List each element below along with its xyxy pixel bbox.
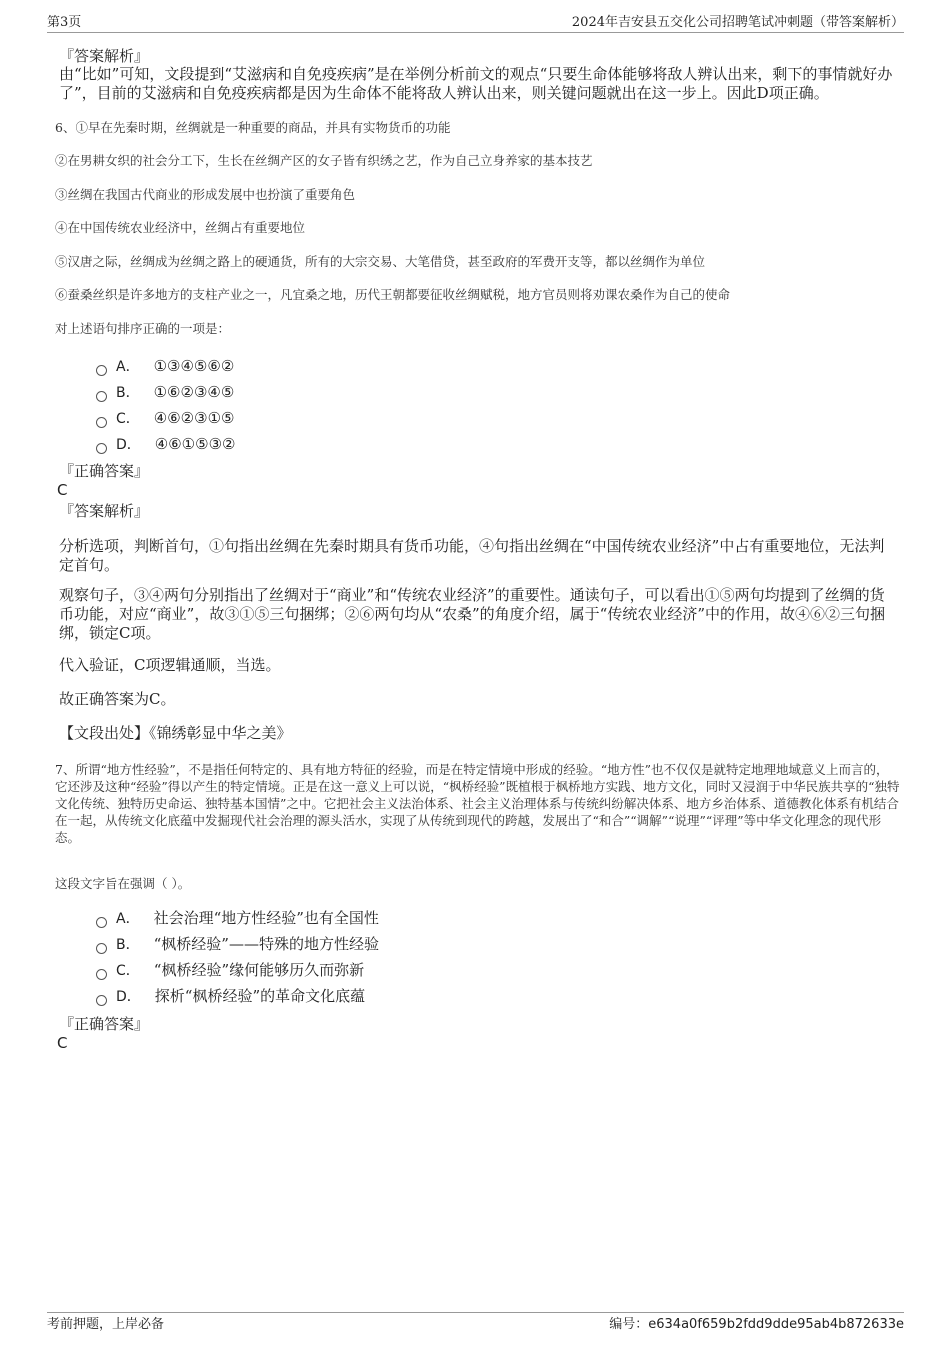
q6-statement-2: ②在男耕女织的社会分工下，生长在丝绸产区的女子皆有织绣之艺，作为自己立身养家的基本技艺 bbox=[55, 153, 593, 168]
page-footer bbox=[47, 1312, 904, 1335]
q7-option-a[interactable]: A． 社会治理“地方性经验”也有全国性 bbox=[96, 908, 379, 928]
q6-statement-6: ⑥蚕桑丝织是许多地方的支柱产业之一，凡宜桑之地，历代王朝都要征收丝绸赋税，地方官员则将劝课农桑作为自己的使命 bbox=[55, 287, 731, 302]
q6-option-a[interactable]: A． ①③④⑤⑥② bbox=[96, 356, 234, 376]
prev-analysis-text: 由“比如”可知，文段提到“艾滋病和自免疫疾病”是在举例分析前文的观点“只要生命体能够将敌人辨认出来，剩下的事情就好办了”，目前的艾滋病和自免疫疾病都是因为生命体不能将敌人辨认出来，则关键问题就出在这一步上。因此D项正确。 bbox=[59, 65, 893, 102]
q6-analysis-para-1: 分析选项，判断首句，①句指出丝绸在先秦时期具有货币功能，④句指出丝绸在“中国传统农业经济”中占有重要地位，无法判定首句。 bbox=[59, 537, 885, 574]
q6-analysis-label: 『答案解析』 bbox=[59, 502, 150, 520]
document-title: 2024年吉安县五交化公司招聘笔试冲刺题（带答案解析） bbox=[571, 15, 904, 30]
q6-option-d[interactable]: D． ④⑥①⑤③② bbox=[96, 434, 235, 454]
q6-option-c[interactable]: C． ④⑥②③①⑤ bbox=[96, 408, 234, 428]
radio-icon[interactable] bbox=[96, 417, 107, 428]
q6-analysis-para-3: 代入验证，C项逻辑通顺，当选。 bbox=[59, 656, 281, 674]
q6-option-b[interactable]: B． ①⑥②③④⑤ bbox=[96, 382, 234, 402]
page-number: 第3页 bbox=[47, 15, 82, 30]
q6-question: 对上述语句排序正确的一项是： bbox=[55, 321, 231, 336]
q7-answer-label: 『正确答案』 bbox=[59, 1015, 150, 1033]
q6-analysis-para-2: 观察句子，③④两句分别指出了丝绸对于“商业”和“传统农业经济”的重要性。通读句子，可以看出①⑤两句均提到了丝绸的货币功能，对应“商业”，故③①⑤三句捆绑；②⑥两句均从“农桑”的角度介绍，属于“传统农业经济”中的作用，故④⑥②三句捆绑，锁定C项。 bbox=[59, 586, 886, 642]
q7-question: 这段文字旨在强调（ ）。 bbox=[55, 876, 191, 891]
radio-icon[interactable] bbox=[96, 943, 107, 954]
prev-analysis-label: 『答案解析』 bbox=[59, 47, 150, 65]
footer-code-label: 编号： bbox=[609, 1317, 649, 1332]
footer-code bbox=[609, 1315, 904, 1335]
q6-statement-1: 6、①早在先秦时期，丝绸就是一种重要的商品，并具有实物货币的功能 bbox=[55, 120, 451, 135]
page-header bbox=[47, 14, 904, 33]
q6-statement-3: ③丝绸在我国古代商业的形成发展中也扮演了重要角色 bbox=[55, 187, 356, 202]
q7-option-c[interactable]: C． “枫桥经验”缘何能够历久而弥新 bbox=[96, 960, 364, 980]
q7-answer: C bbox=[57, 1034, 68, 1052]
radio-icon[interactable] bbox=[96, 969, 107, 980]
q7-option-d[interactable]: D． 探析“枫桥经验”的革命文化底蕴 bbox=[96, 986, 365, 1006]
radio-icon[interactable] bbox=[96, 917, 107, 928]
q6-analysis-para-4: 故正确答案为C。 bbox=[59, 690, 176, 708]
q7-passage: 7、所谓“地方性经验”，不是指任何特定的、具有地方特征的经验，而是在特定情境中形成的经验。“地方性”也不仅仅是就特定地理地域意义上而言的，它还涉及这种“经验”得以产生的特定情境。正是在这一意义上可以说，“枫桥经验”既植根于枫桥地方实践、地方文化，同时又浸润于中华民族共享的“独特文化传统、独特历史命运、独特基本国情”之中。它把社会主义法治体系、社会主义治理体系与传统纠纷解决体系、地方乡治体系、道德教化体系有机结合在一起，从传统文化底蕴中发掘现代社会治理的源头活水，实现了从传统到现代的跨越，发展出了“和合”“调解”“说理”“评理”等中华文化理念的现代形态。 bbox=[55, 762, 900, 845]
q7-option-b[interactable]: B． “枫桥经验”——特殊的地方性经验 bbox=[96, 934, 379, 954]
q6-statement-4: ④在中国传统农业经济中，丝绸占有重要地位 bbox=[55, 220, 306, 235]
radio-icon[interactable] bbox=[96, 995, 107, 1006]
q6-answer-label: 『正确答案』 bbox=[59, 462, 150, 480]
q6-source: 【文段出处】《锦绣彰显中华之美》 bbox=[59, 724, 292, 742]
radio-icon[interactable] bbox=[96, 365, 107, 376]
radio-icon[interactable] bbox=[96, 391, 107, 402]
footer-slogan: 考前押题，上岸必备 bbox=[47, 1317, 165, 1332]
q6-answer: C bbox=[57, 481, 68, 499]
footer-code-value: e634a0f659b2fdd9dde95ab4b872633e bbox=[648, 1317, 904, 1332]
radio-icon[interactable] bbox=[96, 443, 107, 454]
q6-statement-5: ⑤汉唐之际，丝绸成为丝绸之路上的硬通货，所有的大宗交易、大笔借贷，甚至政府的军费开支等，都以丝绸作为单位 bbox=[55, 254, 706, 269]
